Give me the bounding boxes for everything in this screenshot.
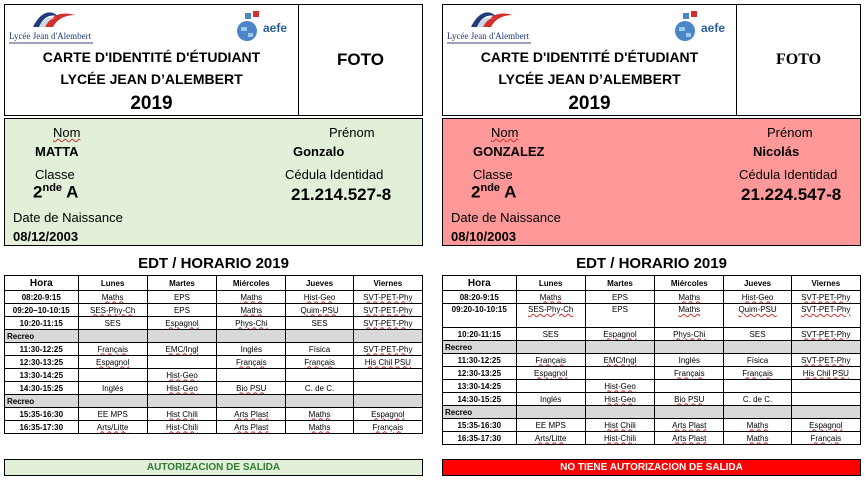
schedule-cell-text: Hist Chili — [604, 420, 636, 430]
schedule-cell — [585, 419, 654, 432]
photo-placeholder: FOTO — [775, 51, 822, 68]
schedule-time-cell: 08:20-9:15 — [5, 291, 79, 304]
schedule-cell: Inglés — [516, 393, 585, 406]
schedule-cell — [217, 317, 286, 330]
schedule-cell-text: Hist-Geo — [166, 383, 198, 393]
schedule-cell: EPS — [147, 291, 216, 304]
card-header — [442, 4, 861, 116]
schedule-cell — [217, 382, 286, 395]
schedule-cell — [217, 421, 286, 434]
schedule-cell: Inglés — [217, 343, 286, 356]
classe-value — [33, 182, 78, 203]
schedule-cell — [286, 421, 353, 434]
schedule-cell — [147, 382, 216, 395]
schedule-cell — [353, 304, 422, 317]
schedule-cell — [78, 369, 147, 382]
schedule-cell — [353, 369, 422, 382]
recreo-cell — [516, 406, 585, 419]
schedule-cell: SES — [78, 317, 147, 330]
schedule-cell — [791, 354, 860, 367]
schedule-cell-text: Français — [372, 422, 404, 432]
schedule-cell — [655, 419, 724, 432]
schedule-cell-text: Arts/Litte — [534, 433, 567, 443]
schedule-cell — [791, 328, 860, 341]
schedule-time-cell: 13:30-14:25 — [5, 369, 79, 382]
schedule-cell — [516, 304, 585, 328]
naissance-value: 08/12/2003 — [13, 229, 79, 244]
schedule-cell-text: SVT-PET-Phy — [363, 305, 413, 315]
schedule-row — [5, 291, 423, 304]
recreo-cell — [217, 395, 286, 408]
schedule-row — [443, 354, 861, 367]
recreo-row — [443, 341, 861, 354]
schedule-cell — [791, 393, 860, 406]
schedule-cell: SES — [724, 328, 791, 341]
schedule-time-cell: 10:20-11:15 — [443, 328, 517, 341]
schedule-cell-text: Espagnol — [533, 368, 568, 378]
schedule-cell-text: SVT-PET-Phy — [801, 329, 851, 339]
schedule-cell-text: Maths — [678, 292, 701, 302]
schedule-title: EDT / HORARIO 2019 — [138, 255, 289, 272]
schedule-cell-text: SVT-PET-Phy — [801, 305, 851, 314]
schedule-time-cell: 16:35-17:30 — [5, 421, 79, 434]
schedule-cell-text: Espagnol — [165, 318, 199, 328]
schedule-cell — [724, 380, 791, 393]
classe-label: Classe — [473, 167, 513, 182]
schedule-cell-text: Maths — [101, 292, 124, 302]
schedule-time-cell: 11:30-12:25 — [443, 354, 517, 367]
authorization-banner: AUTORIZACION DE SALIDA — [4, 459, 423, 476]
schedule-cell — [585, 393, 654, 406]
authorization-banner: NO TIENE AUTORIZACION DE SALIDA — [442, 459, 861, 476]
logo-underline — [447, 42, 531, 44]
schedule-cell-text: Arts/Litte — [96, 422, 129, 432]
recreo-cell — [724, 406, 791, 419]
schedule-row — [443, 419, 861, 432]
schedule-cell — [353, 382, 422, 395]
schedule-header-cell: Jueves — [286, 276, 353, 291]
schedule-cell — [516, 380, 585, 393]
schedule-cell — [147, 421, 216, 434]
schedule-cell: Inglés — [655, 354, 724, 367]
schedule-cell — [147, 408, 216, 421]
schedule-cell — [516, 432, 585, 445]
schedule-row — [443, 291, 861, 304]
schedule-header-cell: Miércoles — [655, 276, 724, 291]
nom-label: Nom — [491, 125, 519, 140]
recreo-cell — [217, 330, 286, 343]
schedule-cell — [791, 419, 860, 432]
recreo-cell — [286, 330, 353, 343]
schedule-cell — [78, 343, 147, 356]
recreo-cell — [147, 395, 216, 408]
schedule-cell — [516, 291, 585, 304]
schedule-cell-text: Bio PSU — [674, 394, 705, 404]
card-year: 2019 — [568, 93, 611, 114]
schedule-cell-text: Français — [535, 355, 567, 365]
schedule-cell-text: Hist-Geo — [166, 370, 198, 380]
school-logo — [447, 7, 537, 47]
schedule-cell — [78, 291, 147, 304]
card-title-line1: CARTE D'IDENTITÉ D'ÉTUDIANT — [42, 49, 261, 65]
schedule-cell-text: Hist-Geo — [604, 394, 636, 404]
schedule-cell-text: Français — [304, 357, 335, 367]
schedule-cell — [655, 367, 724, 380]
schedule-cell — [353, 291, 422, 304]
schedule-cell — [585, 367, 654, 380]
schedule-row — [5, 421, 423, 434]
schedule-cell — [217, 356, 286, 369]
schedule-cell — [585, 432, 654, 445]
schedule-cell — [724, 432, 791, 445]
naissance-label — [13, 210, 123, 225]
schedule-cell-text: Arts Plast — [672, 433, 707, 443]
schedule-header-cell: Viernes — [353, 276, 422, 291]
recreo-label: Recreo — [443, 406, 517, 419]
schedule-cell — [217, 291, 286, 304]
schedule-time-cell: 08:20-9:15 — [443, 291, 517, 304]
classe-letter: A — [62, 182, 79, 202]
french-flag-icon — [31, 7, 77, 29]
schedule-time-cell: 14:30-15:25 — [443, 393, 517, 406]
schedule-cell-text: Hist Chili — [166, 409, 198, 419]
globe-icon — [671, 9, 699, 45]
recreo-cell — [516, 341, 585, 354]
schedule-cell — [724, 419, 791, 432]
prenom-label: Prénom — [767, 125, 813, 140]
schedule-cell — [655, 328, 724, 341]
schedule-time-cell: 16:35-17:30 — [443, 432, 517, 445]
schedule-cell — [791, 304, 860, 328]
schedule-cell — [791, 432, 860, 445]
schedule-time-cell: 12:30-13:25 — [443, 367, 517, 380]
recreo-cell — [147, 330, 216, 343]
schedule-cell-text: Arts Plast — [234, 409, 269, 419]
schedule-time-cell: 09:20-10-10:15 — [443, 304, 517, 328]
schedule-cell-text: Espagnol — [95, 357, 130, 367]
logo-underline — [9, 42, 93, 44]
aefe-logo — [671, 9, 733, 47]
schedule-row — [443, 432, 861, 445]
schedule-row — [443, 393, 861, 406]
classe-letter: A — [500, 182, 517, 202]
schedule-cell-text: Quim-PSU — [738, 305, 777, 314]
schedule-cell — [655, 291, 724, 304]
schedule-cell-text: SVT-PET-Phy — [363, 292, 413, 302]
schedule-time-cell: 11:30-12:25 — [5, 343, 79, 356]
schedule-cell: C. de C. — [724, 393, 791, 406]
schedule-cell-text: Hist-Chili — [165, 422, 198, 432]
schedule-cell — [353, 408, 422, 421]
schedule-cell — [791, 380, 860, 393]
schedule-cell-text: Hist-Chili — [603, 433, 636, 443]
recreo-cell — [655, 406, 724, 419]
nom-label: Nom — [53, 125, 81, 140]
schedule-header-cell: Hora — [443, 276, 517, 291]
school-logo — [9, 7, 99, 47]
french-flag-icon — [469, 7, 515, 29]
schedule-time-cell: 09:20–10-10:15 — [5, 304, 79, 317]
schedule-row — [5, 343, 423, 356]
cedula-value: 21.224.547-8 — [741, 185, 842, 204]
nom-value: MATTA — [35, 144, 79, 159]
recreo-cell — [353, 330, 422, 343]
schedule-cell — [655, 393, 724, 406]
student-card-left — [4, 4, 423, 478]
schedule-cell — [791, 367, 860, 380]
recreo-cell — [353, 395, 422, 408]
schedule-row — [5, 304, 423, 317]
schedule-cell: SES — [286, 317, 353, 330]
schedule-cell — [78, 304, 147, 317]
schedule-cell-text: Arts Plast — [672, 420, 707, 430]
recreo-label: Recreo — [5, 330, 79, 343]
school-logo-text: Lycée Jean d'Alembert — [447, 31, 530, 41]
schedule-cell — [286, 291, 353, 304]
schedule-cell — [655, 432, 724, 445]
prenom-label: Prénom — [329, 125, 375, 140]
recreo-row — [5, 330, 423, 343]
schedule-cell — [286, 369, 353, 382]
classe-value — [471, 182, 516, 203]
schedule-cell-text: SES-Phy-Ch — [527, 305, 574, 314]
schedule-cell-text: Français — [742, 368, 773, 378]
card-title-line2: LYCÉE JEAN D’ALEMBERT — [498, 71, 681, 87]
schedule-cell-text: Arts Plast — [234, 422, 269, 432]
schedule-cell-text: SVT-PET-Phy — [801, 355, 851, 365]
schedule-cell-text: SVT-PET-Phy — [363, 344, 413, 354]
schedule-cell — [655, 380, 724, 393]
schedule-cell: C. de C. — [286, 382, 353, 395]
card-title-line2: LYCÉE JEAN D’ALEMBERT — [60, 71, 243, 87]
nom-value: GONZALEZ — [473, 144, 545, 159]
schedule-cell — [147, 369, 216, 382]
schedule-cell-text: Maths — [240, 292, 263, 302]
schedule-header-cell: Miércoles — [217, 276, 286, 291]
aefe-logo-text: aefe — [701, 21, 726, 35]
schedule-cell-text: SVT-PET-Phy — [801, 292, 851, 302]
aefe-logo-text: aefe — [263, 21, 288, 35]
naissance-label — [451, 210, 561, 225]
cedula-label: Cédula Identidad — [739, 167, 838, 182]
card-year: 2019 — [130, 93, 173, 114]
schedule-table — [4, 275, 423, 434]
classe-num: 2 — [471, 182, 481, 202]
schedule-header-cell: Martes — [585, 276, 654, 291]
schedule-cell — [147, 356, 216, 369]
schedule-cell-text: Maths — [240, 305, 263, 315]
schedule-cell-text: Maths — [678, 305, 701, 314]
schedule-cell — [217, 408, 286, 421]
schedule-cell-text: Espagnol — [809, 420, 843, 430]
schedule-cell — [791, 291, 860, 304]
schedule-header-cell: Jueves — [724, 276, 791, 291]
schedule-cell — [78, 356, 147, 369]
schedule-cell-text: Espagnol — [371, 409, 405, 419]
schedule-cell-text: Français — [97, 344, 129, 354]
naissance-label-text: Date de Naissance — [451, 210, 561, 225]
schedule-cell-text: Quim-PSU — [300, 305, 339, 315]
student-info-panel — [442, 118, 861, 246]
recreo-cell — [791, 341, 860, 354]
title-box — [443, 5, 737, 115]
schedule-cell: EPS — [585, 304, 654, 328]
schedule-cell-text: Français — [235, 357, 267, 367]
aefe-logo — [233, 9, 295, 47]
schedule-cell — [147, 343, 216, 356]
schedule-cell — [78, 421, 147, 434]
schedule-cell-text: Hist-Geo — [604, 381, 636, 391]
schedule-time-cell: 13:30-14:25 — [443, 380, 517, 393]
schedule-cell-text: His Chil PSU — [364, 357, 411, 367]
schedule-cell-text: Maths — [746, 420, 769, 430]
schedule-row — [443, 367, 861, 380]
photo-placeholder: FOTO — [337, 50, 384, 69]
student-card-right — [442, 4, 861, 478]
schedule-time-cell: 12:30-13:25 — [5, 356, 79, 369]
recreo-cell — [655, 341, 724, 354]
classe-sup: nde — [480, 182, 501, 194]
recreo-row — [443, 406, 861, 419]
student-info-panel — [4, 118, 423, 246]
recreo-row — [5, 395, 423, 408]
schedule-cell — [353, 356, 422, 369]
classe-sup: nde — [42, 182, 63, 194]
schedule-title: EDT / HORARIO 2019 — [576, 255, 727, 272]
schedule-cell — [286, 408, 353, 421]
prenom-value: Gonzalo — [293, 144, 345, 159]
schedule-row — [443, 328, 861, 341]
schedule-cell: Física — [724, 354, 791, 367]
schedule-cell-text: Maths — [308, 422, 331, 432]
schedule-cell-text: His Chil PSU — [802, 368, 849, 378]
schedule-header-cell: Lunes — [516, 276, 585, 291]
schedule-cell: EPS — [585, 291, 654, 304]
schedule-cell-text: Hist-Geo — [741, 292, 774, 302]
schedule-row — [5, 317, 423, 330]
schedule-cell — [353, 317, 422, 330]
schedule-cell — [147, 317, 216, 330]
recreo-label: Recreo — [443, 341, 517, 354]
title-box — [5, 5, 299, 115]
recreo-cell — [585, 406, 654, 419]
schedule-cell: SES — [516, 328, 585, 341]
cedula-value: 21.214.527-8 — [291, 185, 392, 204]
schedule-time-cell: 14:30-15:25 — [5, 382, 79, 395]
naissance-label-text: Date de Naissance — [13, 210, 123, 225]
naissance-value: 08/10/2003 — [451, 229, 517, 244]
recreo-cell — [286, 395, 353, 408]
schedule-cell: Inglés — [78, 382, 147, 395]
schedule-cell-text: Maths — [308, 409, 331, 419]
schedule-cell — [724, 367, 791, 380]
schedule-row — [5, 382, 423, 395]
schedule-header-cell: Hora — [5, 276, 79, 291]
schedule-cell: EPS — [147, 304, 216, 317]
schedule-cell — [353, 343, 422, 356]
schedule-cell: Física — [286, 343, 353, 356]
schedule-cell-text: Hist-Geo — [303, 292, 336, 302]
schedule-time-cell: 15:35-16:30 — [443, 419, 517, 432]
schedule-cell — [724, 304, 791, 328]
schedule-cell — [516, 367, 585, 380]
schedule-cell: EE MPS — [78, 408, 147, 421]
schedule-cell-text: Espagnol — [603, 329, 637, 339]
schedule-header-cell: Viernes — [791, 276, 860, 291]
schedule-cell-text: Français — [673, 368, 705, 378]
school-logo-text: Lycée Jean d'Alembert — [9, 31, 92, 41]
classe-num: 2 — [33, 182, 43, 202]
schedule-cell-text: SES-Phy-Ch — [89, 305, 136, 315]
schedule-cell — [217, 369, 286, 382]
recreo-cell — [585, 341, 654, 354]
schedule-row — [443, 304, 861, 328]
schedule-cell-text: Français — [810, 433, 842, 443]
prenom-value: Nicolás — [753, 144, 800, 159]
schedule-cell-text: EMC/Ingl — [165, 344, 199, 354]
recreo-cell — [724, 341, 791, 354]
schedule-cell — [353, 421, 422, 434]
schedule-header-cell: Lunes — [78, 276, 147, 291]
schedule-cell — [286, 304, 353, 317]
schedule-header-row — [443, 276, 861, 291]
recreo-cell — [791, 406, 860, 419]
card-title-line1: CARTE D'IDENTITÉ D'ÉTUDIANT — [480, 49, 699, 65]
schedule-row — [5, 408, 423, 421]
schedule-cell-text: Phys-Chi — [673, 329, 706, 339]
schedule-cell — [585, 354, 654, 367]
cedula-label: Cédula Identidad — [285, 167, 384, 182]
schedule-cell-text: Maths — [539, 292, 562, 302]
schedule-cell — [585, 328, 654, 341]
schedule-cell-text: Maths — [746, 433, 769, 443]
schedule-cell — [585, 380, 654, 393]
schedule-cell — [286, 356, 353, 369]
classe-label: Classe — [35, 167, 75, 182]
schedule-cell — [516, 354, 585, 367]
schedule-time-cell: 15:35-16:30 — [5, 408, 79, 421]
schedule-row — [5, 356, 423, 369]
globe-icon — [233, 9, 261, 45]
schedule-cell — [217, 304, 286, 317]
schedule-row — [443, 380, 861, 393]
schedule-cell-text: SVT-PET-Phy — [363, 318, 413, 328]
schedule-row — [5, 369, 423, 382]
recreo-cell — [78, 395, 147, 408]
recreo-cell — [78, 330, 147, 343]
schedule-cell — [724, 291, 791, 304]
schedule-cell — [655, 304, 724, 328]
schedule-cell: EE MPS — [516, 419, 585, 432]
card-header — [4, 4, 423, 116]
schedule-header-row — [5, 276, 423, 291]
recreo-label: Recreo — [5, 395, 79, 408]
schedule-cell-text: Phys-Chi — [235, 318, 268, 328]
schedule-table — [442, 275, 861, 445]
schedule-cell-text: EMC/Ingl — [603, 355, 637, 365]
schedule-cell-text: Bio PSU — [236, 383, 267, 393]
schedule-header-cell: Martes — [147, 276, 216, 291]
schedule-time-cell: 10:20-11:15 — [5, 317, 79, 330]
